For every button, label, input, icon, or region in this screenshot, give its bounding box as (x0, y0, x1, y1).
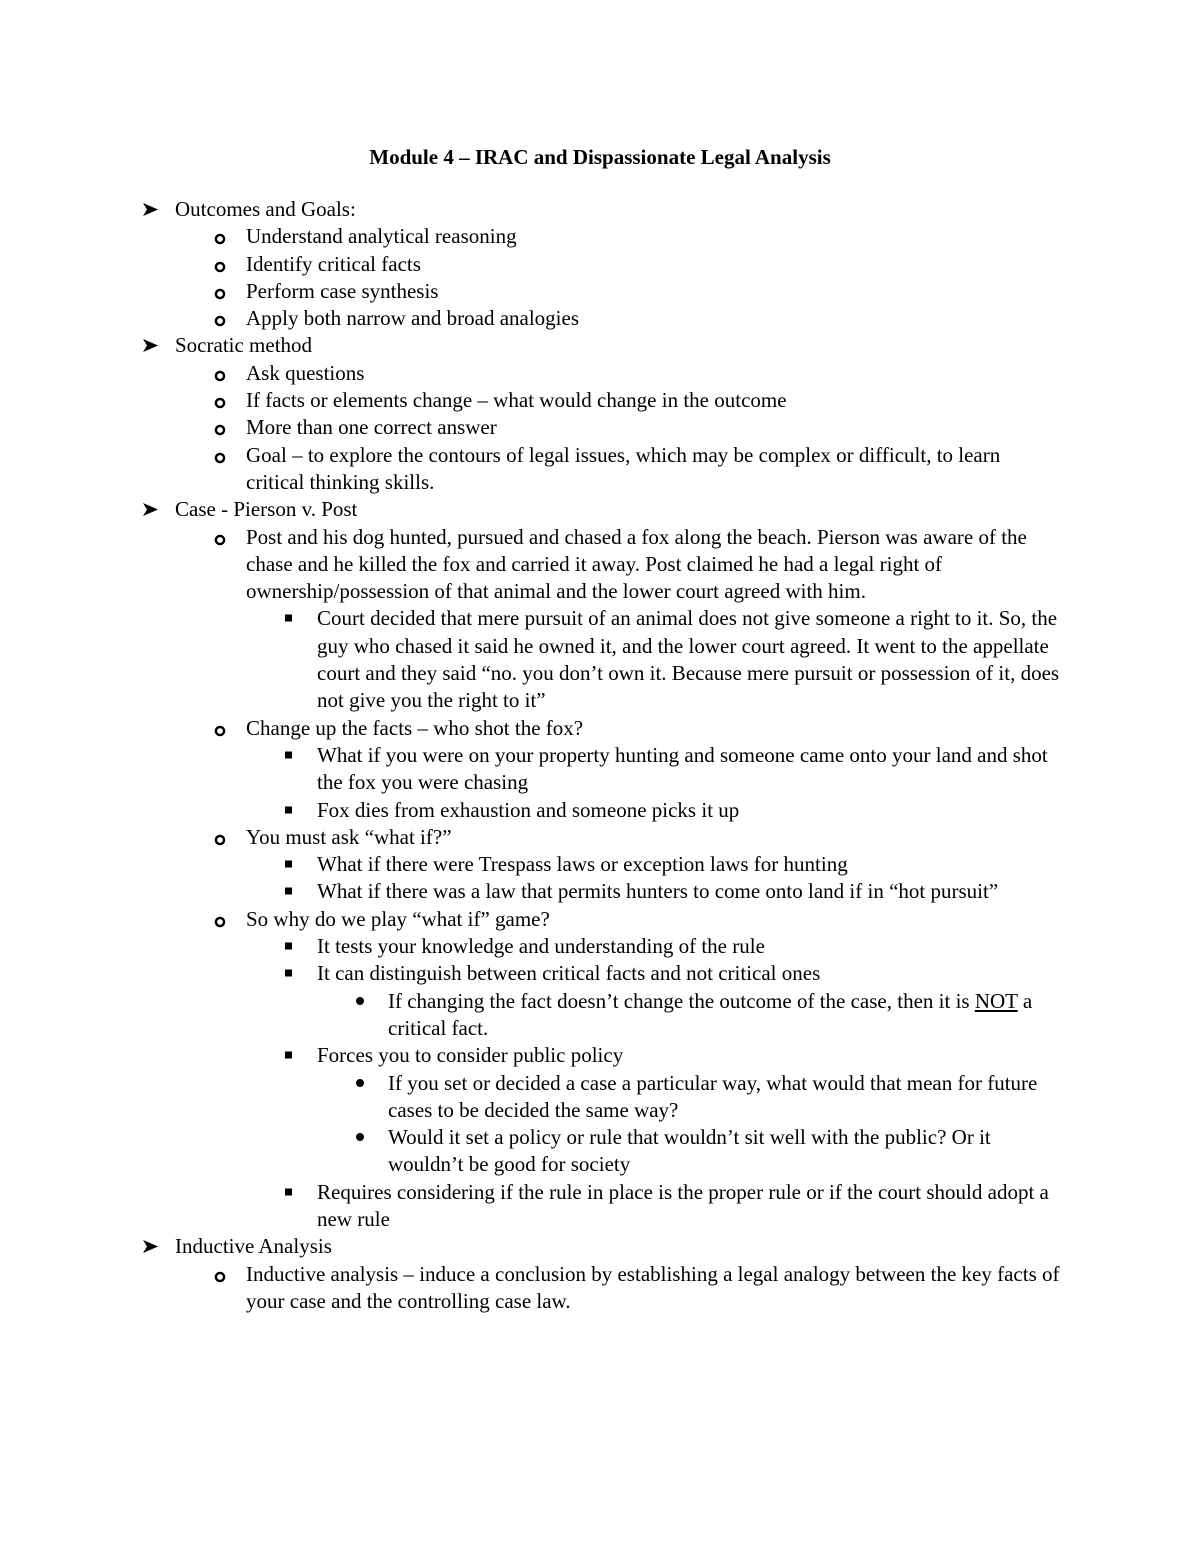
item-text-part: If changing the fact doesn’t change the outcome of the case, then it is (388, 988, 975, 1013)
arrowhead-bullet-icon (141, 196, 159, 223)
item-text: Inductive analysis – induce a conclusion by establishing a legal analogy between the key facts of your case and the controlling case law. (246, 1261, 1060, 1313)
hollow-circle-bullet-icon (213, 414, 227, 441)
list-item (317, 933, 1061, 960)
hollow-circle-bullet-icon (213, 442, 227, 469)
list-item (388, 1124, 1061, 1179)
section-heading (175, 332, 1055, 359)
item-text: Court decided that mere pursuit of an animal does not give someone a right to it. So, the guy who chased it said he owned it, and the lower court agreed. It went to the appellate court and they said “no. you don’t own it. Because mere pursuit or possession of it, does not give you the right to it” (317, 606, 1060, 713)
hollow-circle-bullet-icon (213, 223, 227, 250)
item-text: If you set or decided a case a particular way, what would that mean for future cases to be decided the same way? (388, 1070, 1038, 1122)
list-item (246, 442, 1061, 497)
section-heading (175, 196, 1055, 223)
item-text: Change up the facts – who shot the fox? (246, 715, 584, 740)
item-text: It can distinguish between critical facts and not critical ones (317, 961, 821, 986)
list-item (246, 715, 1061, 742)
square-bullet-icon (283, 797, 295, 824)
hollow-circle-bullet-icon (213, 715, 227, 742)
list-item (317, 1179, 1061, 1234)
item-text: Understand analytical reasoning (246, 224, 517, 249)
list-item (246, 824, 1061, 851)
item-text: Perform case synthesis (246, 278, 439, 303)
item-text: Fox dies from exhaustion and someone picks it up (317, 797, 740, 822)
list-item (317, 1042, 1061, 1069)
list-item (246, 223, 1061, 250)
hollow-circle-bullet-icon (213, 906, 227, 933)
item-text: It tests your knowledge and understanding of the rule (317, 934, 765, 959)
item-text: Identify critical facts (246, 251, 421, 276)
arrowhead-bullet-icon (141, 1233, 159, 1260)
section-heading (175, 1233, 1055, 1260)
item-text: If facts or elements change – what would change in the outcome (246, 388, 787, 413)
underlined-emphasis: NOT (974, 988, 1018, 1013)
list-item (246, 305, 1061, 332)
item-text: Case - Pierson v. Post (175, 497, 358, 522)
item-text: Forces you to consider public policy (317, 1043, 624, 1068)
list-item (317, 851, 1061, 878)
filled-circle-bullet-icon (354, 1124, 366, 1151)
filled-circle-bullet-icon (354, 988, 366, 1015)
list-item (317, 605, 1061, 714)
list-item (246, 414, 1061, 441)
list-item (246, 524, 1061, 606)
section-heading (175, 496, 1055, 523)
hollow-circle-bullet-icon (213, 305, 227, 332)
hollow-circle-bullet-icon (213, 387, 227, 414)
item-text: Ask questions (246, 360, 365, 385)
item-text: Post and his dog hunted, pursued and chased a fox along the beach. Pierson was aware of the chase and he killed the fox and carried it away. Post claimed he had a legal right of ownership/possession of that animal and the lower court agreed with him. (246, 524, 1027, 604)
list-item (246, 387, 1061, 414)
hollow-circle-bullet-icon (213, 824, 227, 851)
item-text: Socratic method (175, 333, 313, 358)
square-bullet-icon (283, 1179, 295, 1206)
square-bullet-icon (283, 605, 295, 632)
page-title: Module 4 – IRAC and Dispassionate Legal Analysis (369, 145, 831, 169)
square-bullet-icon (283, 878, 295, 905)
item-text (388, 989, 1032, 1040)
filled-circle-bullet-icon (354, 1070, 366, 1097)
arrowhead-bullet-icon (141, 332, 159, 359)
list-item (317, 742, 1061, 797)
outline (0, 196, 1200, 1315)
hollow-circle-bullet-icon (213, 360, 227, 387)
list-item (317, 960, 1061, 987)
square-bullet-icon (283, 851, 295, 878)
list-item (246, 360, 1061, 387)
item-text: Inductive Analysis (175, 1234, 332, 1259)
item-text-part: a critical fact. (388, 988, 1033, 1040)
arrowhead-bullet-icon (141, 496, 159, 523)
list-item (317, 797, 1061, 824)
hollow-circle-bullet-icon (213, 278, 227, 305)
hollow-circle-bullet-icon (213, 524, 227, 551)
list-item (388, 988, 1061, 1043)
item-text: Outcomes and Goals: (175, 197, 356, 221)
square-bullet-icon (283, 933, 295, 960)
list-item (246, 1261, 1061, 1316)
list-item (388, 1070, 1061, 1125)
item-text: What if there were Trespass laws or exception laws for hunting (317, 852, 848, 877)
list-item (246, 906, 1061, 933)
item-text: Would it set a policy or rule that wouldn’t sit well with the public? Or it wouldn’t be good for society (388, 1125, 991, 1177)
item-text: Apply both narrow and broad analogies (246, 306, 579, 331)
item-text: More than one correct answer (246, 415, 497, 440)
hollow-circle-bullet-icon (213, 1261, 227, 1288)
hollow-circle-bullet-icon (213, 251, 227, 278)
item-text: Goal – to explore the contours of legal issues, which may be complex or difficult, to learn critical thinking skills. (246, 442, 1001, 494)
item-text: What if there was a law that permits hunters to come onto land if in “hot pursuit” (317, 879, 999, 904)
square-bullet-icon (283, 742, 295, 769)
square-bullet-icon (283, 960, 295, 987)
list-item (246, 251, 1061, 278)
item-text: What if you were on your property hunting and someone came onto your land and shot the fox you were chasing (317, 742, 1048, 795)
list-item (246, 278, 1061, 305)
item-text: So why do we play “what if” game? (246, 906, 550, 931)
item-text: Requires considering if the rule in place is the proper rule or if the court should adopt a new rule (317, 1179, 1049, 1231)
list-item (317, 878, 1061, 905)
item-text: You must ask “what if?” (246, 824, 452, 849)
square-bullet-icon (283, 1042, 295, 1069)
